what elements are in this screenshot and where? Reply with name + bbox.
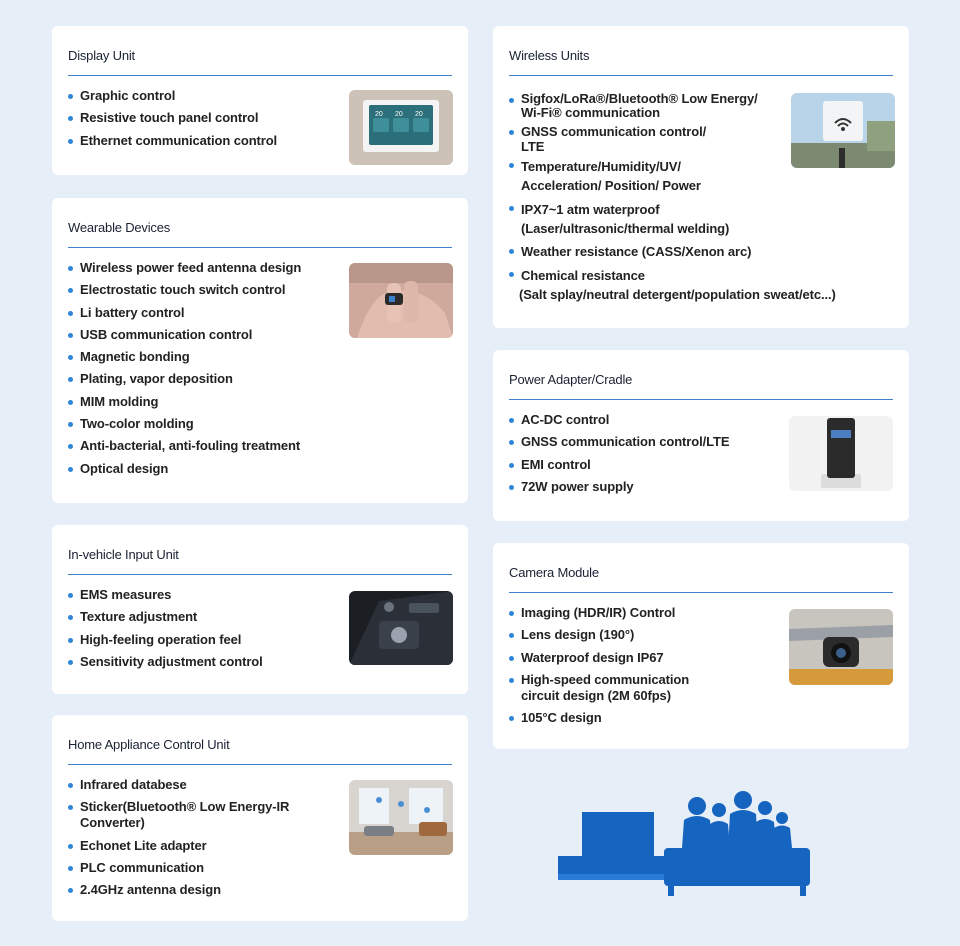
feature-item: AC-DC control	[509, 412, 893, 428]
wireless-units-title: Wireless Units	[509, 26, 893, 76]
feature-line: Temperature/Humidity/UV/	[521, 159, 681, 174]
home-appliance-card	[52, 715, 468, 921]
in-vehicle-console-image	[349, 591, 453, 665]
feature-line: Chemical resistance	[521, 268, 645, 283]
feature-line: Wi-Fi® communication	[521, 105, 660, 120]
feature-line: High-speed communication	[521, 671, 690, 687]
feature-item: Two-color molding	[68, 416, 452, 432]
feature-item: Anti-bacterial, anti-fouling treatment	[68, 438, 452, 454]
feature-item: Electrostatic touch switch control	[68, 282, 452, 298]
feature-item: USB communication control	[68, 327, 452, 343]
in-vehicle-title: In-vehicle Input Unit	[68, 525, 452, 575]
feature-item: PLC communication	[68, 860, 452, 876]
feature-item: Lens design (190°)	[509, 627, 893, 643]
in-vehicle-card	[52, 525, 468, 694]
wireless-units-card	[493, 26, 909, 328]
display-unit-card	[52, 26, 468, 175]
feature-item: Graphic control	[68, 88, 452, 104]
feature-item: 72W power supply	[509, 479, 893, 495]
screen-time-1: 20	[375, 111, 383, 118]
feature-item	[509, 266, 893, 304]
screen-time-3: 20	[415, 111, 423, 118]
feature-item: Li battery control	[68, 305, 452, 321]
feature-line: Sigfox/LoRa®/Bluetooth® Low Energy/	[521, 91, 758, 106]
feature-item: Imaging (HDR/IR) Control	[509, 605, 893, 621]
feature-item: Magnetic bonding	[68, 349, 452, 365]
screen-time-2: 20	[395, 111, 403, 118]
feature-item: 2.4GHz antenna design	[68, 882, 452, 898]
power-adapter-title: Power Adapter/Cradle	[509, 350, 893, 400]
feature-line: Sticker(Bluetooth® Low Energy-IR	[80, 799, 290, 815]
power-adapter-cradle-image	[789, 416, 893, 491]
feature-item: Wireless power feed antenna design	[68, 260, 452, 276]
camera-module-image	[789, 609, 893, 685]
feature-item	[509, 200, 893, 238]
feature-line: Converter)	[80, 815, 145, 831]
feature-line: circuit design (2M 60fps)	[521, 687, 671, 703]
display-unit-title: Display Unit	[68, 26, 452, 76]
family-tv-illustration	[556, 788, 816, 898]
camera-module-title: Camera Module	[509, 543, 893, 593]
feature-item: Sensitivity adjustment control	[68, 654, 452, 670]
home-appliance-room-image	[349, 780, 453, 855]
feature-item: GNSS communication control/LTE	[509, 434, 893, 450]
feature-item: Plating, vapor deposition	[68, 371, 452, 387]
feature-item: Resistive touch panel control	[68, 110, 452, 126]
wearable-ring-image	[349, 263, 453, 338]
feature-line: Acceleration/ Position/ Power	[521, 178, 701, 193]
feature-item: Weather resistance (CASS/Xenon arc)	[509, 243, 893, 261]
feature-item: Echonet Lite adapter	[68, 838, 452, 854]
feature-item: Waterproof design IP67	[509, 650, 893, 666]
power-adapter-card	[493, 350, 909, 521]
feature-item: MIM molding	[68, 394, 452, 410]
feature-line: Infrared databese	[80, 777, 187, 792]
feature-item: High-feeling operation feel	[68, 632, 452, 648]
feature-line: GNSS communication control/	[521, 124, 707, 139]
wireless-unit-image	[791, 93, 895, 168]
feature-line: (Salt splay/neutral detergent/population sweat/etc...)	[519, 287, 836, 302]
wearable-devices-card	[52, 198, 468, 503]
display-unit-image	[349, 90, 453, 165]
camera-module-card	[493, 543, 909, 749]
feature-line: IPX7~1 atm waterproof	[521, 202, 660, 217]
feature-item: 105°C design	[509, 710, 893, 726]
tv-screen	[582, 812, 654, 856]
feature-item: EMI control	[509, 457, 893, 473]
feature-item: Ethernet communication control	[68, 133, 452, 149]
feature-item: Optical design	[68, 461, 452, 477]
feature-item: Texture adjustment	[68, 609, 452, 625]
home-appliance-title: Home Appliance Control Unit	[68, 715, 452, 765]
wearable-devices-title: Wearable Devices	[68, 198, 452, 248]
feature-item: EMS measures	[68, 587, 452, 603]
feature-line: LTE	[521, 139, 545, 154]
feature-line: (Laser/ultrasonic/thermal welding)	[521, 221, 730, 236]
